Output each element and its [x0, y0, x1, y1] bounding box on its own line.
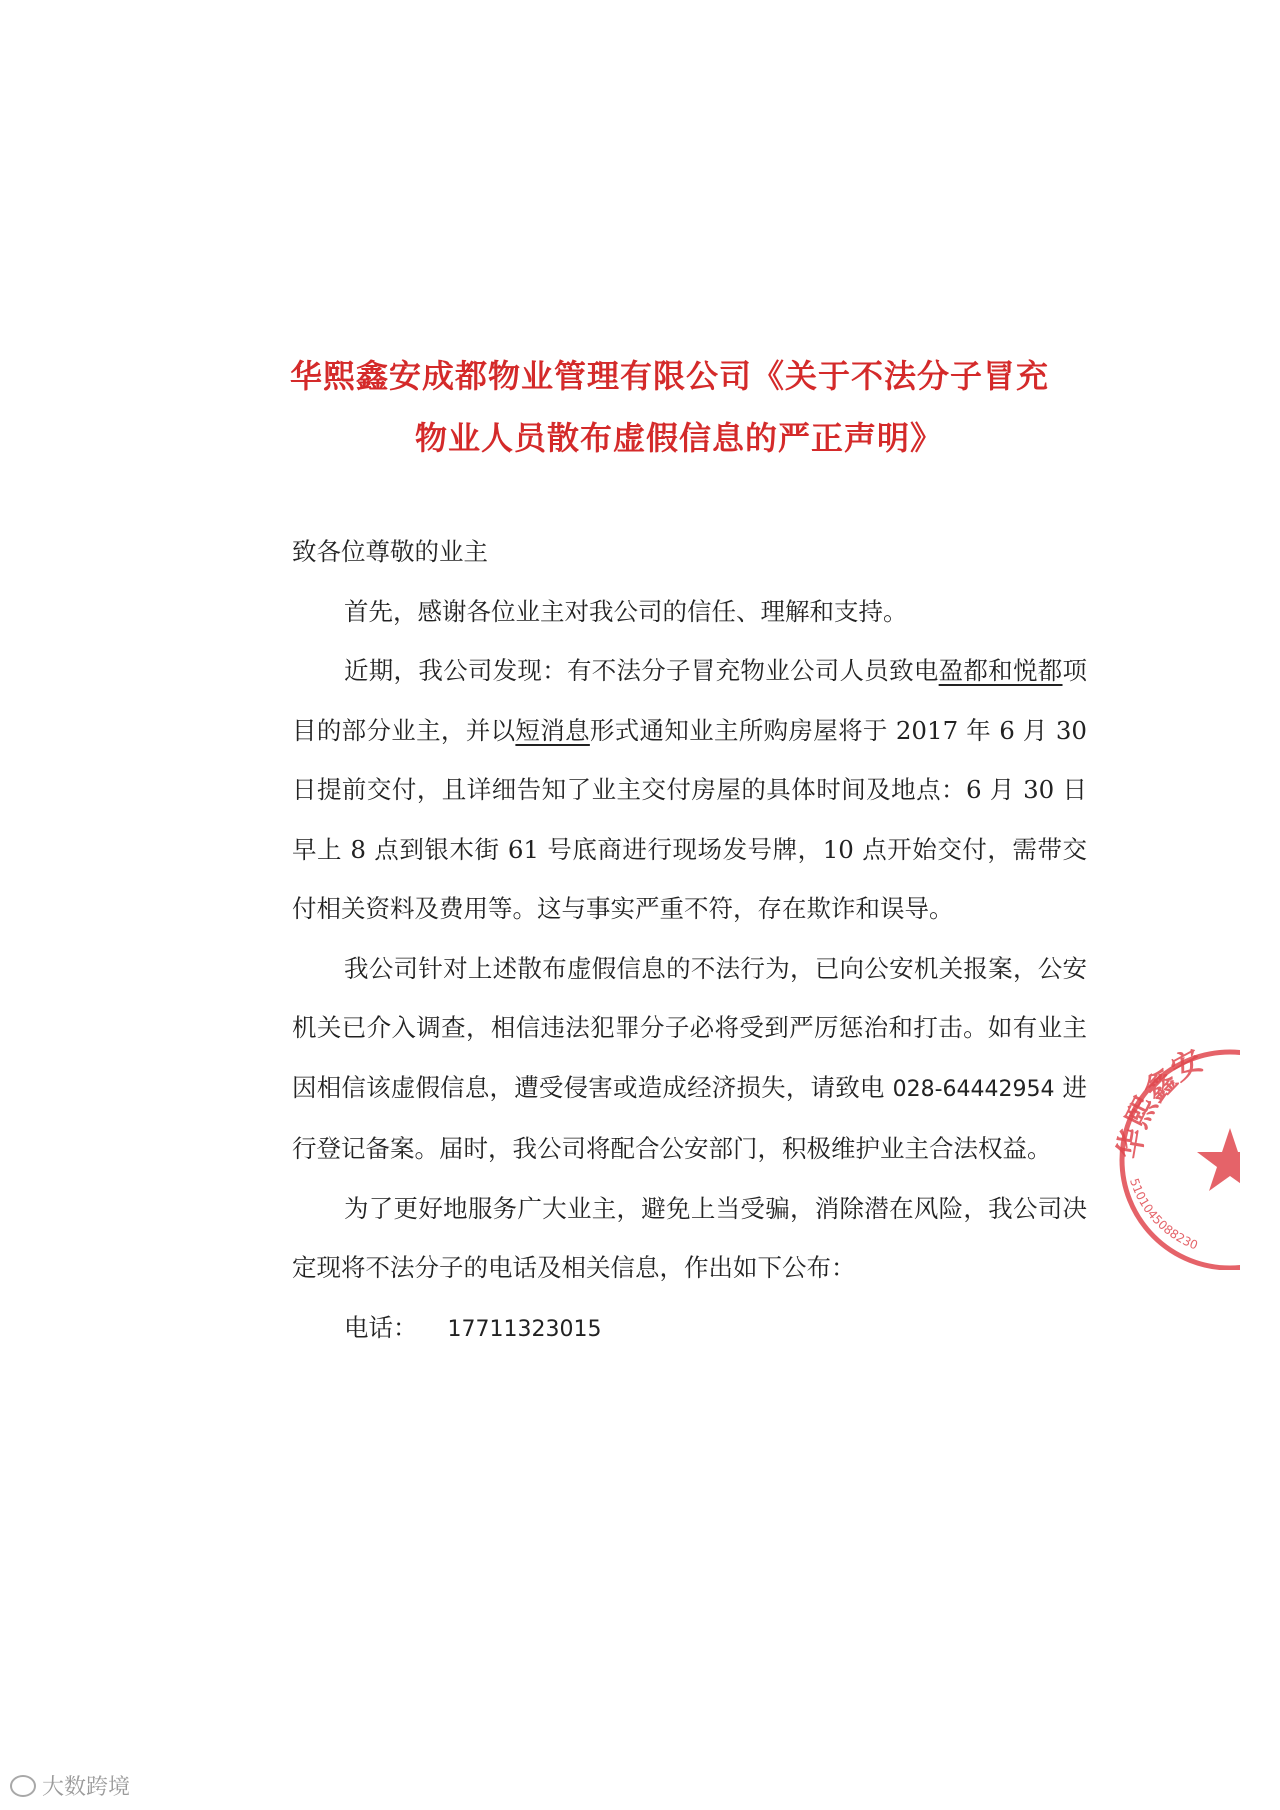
watermark-text: 大数跨境: [42, 1775, 131, 1800]
salutation: 致各位尊敬的业主: [292, 537, 488, 566]
fraud-phone-row: [292, 1298, 1087, 1360]
svg-text:5101045088230: 5101045088230: [1127, 1176, 1200, 1253]
sms-term: 短消息: [515, 715, 590, 745]
company-seal: [1100, 1010, 1240, 1270]
seal-icon: [1100, 1010, 1240, 1270]
fraud-phone-number: 17711323015: [447, 1316, 602, 1342]
report-text-b: 进行登记备案。届时，我公司将配合公安部门，积极维护业主合法权益。: [292, 1072, 1087, 1163]
incident-text-c: 形式通知业主所购房屋将于 2017 年 6 月 30 日提前交付，且详细告知了业主交付房屋的具体时间及地点：6 月 30 日早上 8 点到银木街 61 号底商进行现场发号牌，10 点开始交付，需带交付相关资料及费用等。这与事实严重不符，存在欺诈和误导。: [292, 715, 1088, 923]
report-text-a: 我公司针对上述散布虚假信息的不法行为，已向公安机关报案，公安机关已介入调查，相信违法犯罪分子必将受到严厉惩治和打击。如有业主因相信该虚假信息，遭受侵害或造成经济损失，请致电: [292, 953, 1087, 1102]
document-body: [292, 522, 1087, 1359]
watermark-logo-icon: [10, 1775, 36, 1797]
title-line-2: 物业人员散布虚假信息的严正声明》: [415, 419, 944, 457]
paragraph-thanks: 首先，感谢各位业主对我公司的信任、理解和支持。: [344, 596, 908, 626]
incident-text-b: 项目的部分业主，并以: [292, 656, 1088, 745]
document-title: [290, 345, 1110, 469]
company-phone: 028-64442954: [892, 1076, 1055, 1102]
incident-text-a: 近期，我公司发现：有不法分子冒充物业公司人员致电: [344, 656, 939, 685]
fraud-phone-label: 电话：: [344, 1312, 418, 1342]
title-line-1: 华熙鑫安成都物业管理有限公司《关于不法分子冒充: [290, 357, 1050, 395]
watermark: [10, 1770, 130, 1801]
project-name: 盈都和悦都: [938, 656, 1063, 685]
paragraph-incident: [292, 641, 1087, 939]
paragraph-announcement: 为了更好地服务广大业主，避免上当受骗，消除潜在风险，我公司决定现将不法分子的电话及相关信息，作出如下公布：: [292, 1193, 1087, 1282]
svg-text:华熙鑫安: 华熙鑫安: [1112, 1043, 1209, 1162]
paragraph-report: [292, 939, 1087, 1179]
